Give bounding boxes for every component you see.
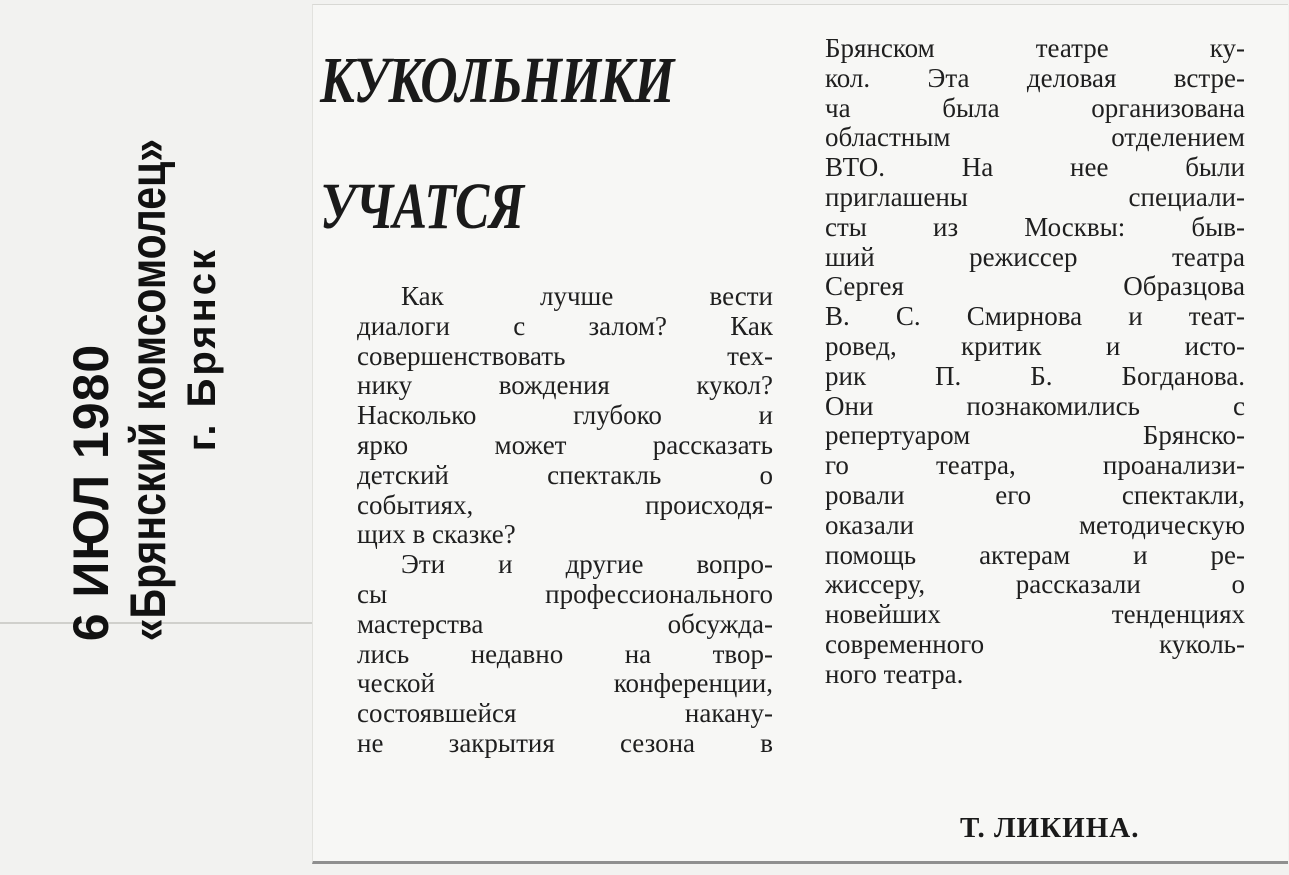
article-headline xyxy=(320,44,674,243)
article-column-2 xyxy=(825,34,1245,690)
headline-line-1: КУКОЛЬНИКИ xyxy=(320,44,674,117)
text-line: репертуаром Брянско- xyxy=(825,420,1245,451)
text-line: го театра, проанализи- xyxy=(825,450,1245,481)
text-line: детский спектакль о xyxy=(357,459,773,490)
text-line: Сергея Образцова xyxy=(825,271,1245,302)
text-line: ровали его спектакли, xyxy=(825,479,1245,510)
text-line: Брянском театре ку- xyxy=(825,33,1245,63)
text-line: помощь актерам и ре- xyxy=(825,539,1245,570)
text-line: не закрытия сезона в xyxy=(357,727,773,758)
archive-stamp xyxy=(62,29,228,642)
text-line: мастерства обсуждa- xyxy=(357,608,773,639)
text-line: новейших тенденциях xyxy=(825,599,1245,630)
text-line: ший режиссер театра xyxy=(825,241,1245,272)
headline-line-2: УЧАТСЯ xyxy=(320,170,524,243)
text-line: приглашены специали- xyxy=(825,181,1245,212)
text-line: Насколько глубоко и xyxy=(357,400,773,431)
article-column-1 xyxy=(357,282,773,759)
text-line: ровед, критик и исто- xyxy=(825,330,1245,361)
stamp-city: г. Брянск xyxy=(180,246,224,452)
text-line: областным отделением xyxy=(825,122,1245,153)
text-line: совершенствовать тех- xyxy=(357,340,773,371)
text-line: ВТО. На нее были xyxy=(825,152,1245,183)
article-author: Т. ЛИКИНА. xyxy=(960,812,1140,844)
text-line: жиссеру, рассказали о xyxy=(825,569,1245,600)
text-line: Эти и другие вопро- xyxy=(401,549,773,580)
text-line: состоявшейся накану- xyxy=(357,698,773,729)
text-line: диалоги с залом? Как xyxy=(357,310,773,341)
stamp-date: 6 ИЮЛ 1980 xyxy=(63,343,119,642)
text-line: Они познакомились с xyxy=(825,390,1245,421)
text-line: Как лучше вести xyxy=(401,281,773,311)
text-line: ческой конференции, xyxy=(357,668,773,699)
text-line: современного куколь- xyxy=(825,628,1245,659)
text-line: ча была организована xyxy=(825,92,1245,123)
text-line: кол. Эта деловая встре- xyxy=(825,62,1245,93)
text-line: ного театра. xyxy=(825,658,964,689)
text-line: щих в сказке? xyxy=(357,519,516,550)
stamp-newspaper: «Брянский комсомолец» xyxy=(120,138,176,642)
text-line: В. С. Смирнова и теат- xyxy=(825,301,1245,332)
text-line: сы профессионального xyxy=(357,578,773,609)
text-line: лись недавно на твор- xyxy=(357,638,773,669)
text-line: оказали методическую xyxy=(825,509,1245,540)
text-line: нику вождения кукол? xyxy=(357,370,773,401)
text-line: событиях, происходя- xyxy=(357,489,773,520)
text-line: рик П. Б. Богданова. xyxy=(825,360,1245,391)
text-line: сты из Москвы: быв- xyxy=(825,211,1245,242)
text-line: ярко может рассказать xyxy=(357,429,773,460)
